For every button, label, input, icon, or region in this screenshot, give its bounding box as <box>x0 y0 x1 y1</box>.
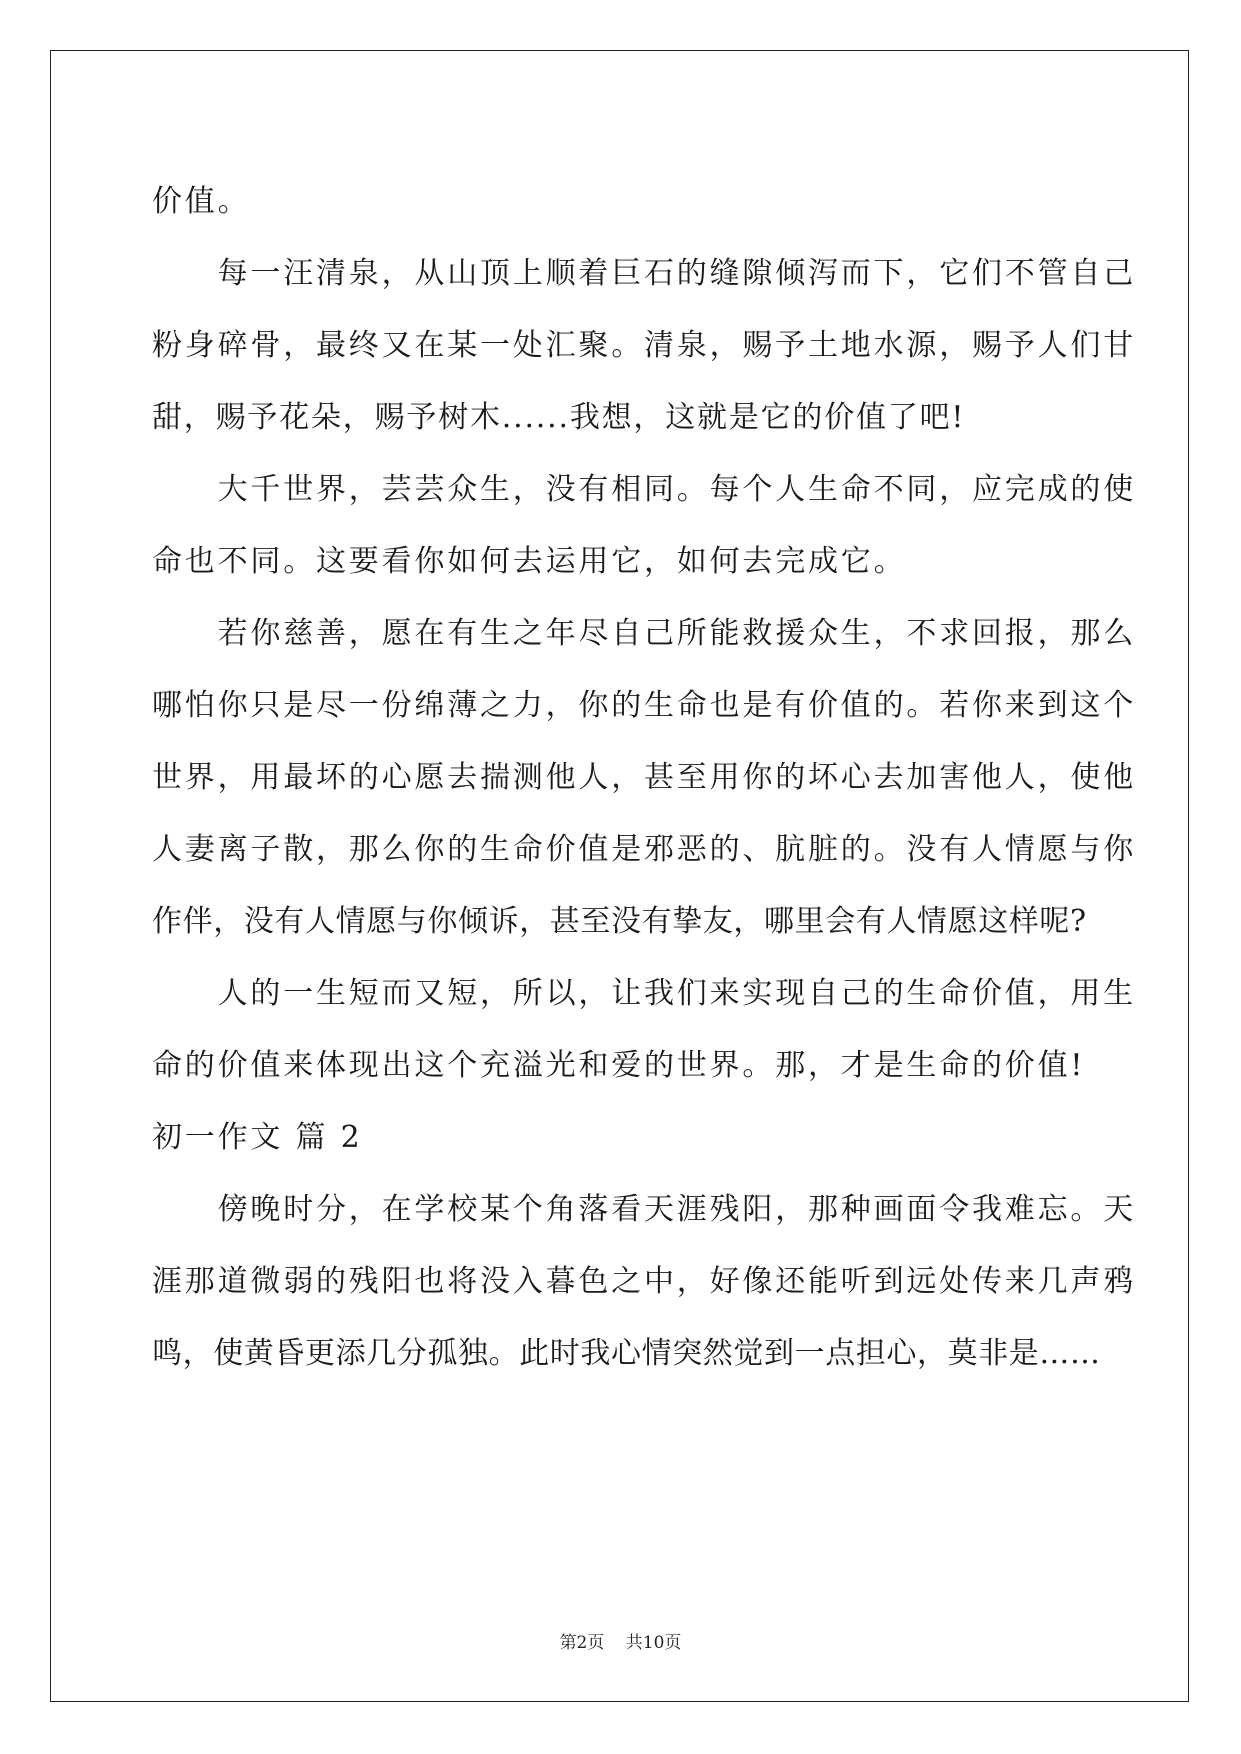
text-line: 人妻离子散，那么你的生命价值是邪恶的、肮脏的。没有人情愿与你 <box>152 832 1136 867</box>
text-line: 世界，用最坏的心愿去揣测他人，甚至用你的坏心去加害他人，使他 <box>152 760 1136 795</box>
text-line: 鸣，使黄昏更添几分孤独。此时我心情突然觉到一点担心，莫非是…… <box>152 1336 1101 1371</box>
text-line: 价值。 <box>152 184 251 219</box>
text-line: 甜，赐予花朵，赐予树木......我想，这就是它的价值了吧! <box>152 400 966 435</box>
page-number: 第2页 <box>559 1633 605 1653</box>
text-line: 若你慈善，愿在有生之年尽自己所能救援众生，不求回报，那么 <box>152 616 1136 651</box>
text-line: 傍晚时分，在学校某个角落看天涯残阳，那种画面令我难忘。天 <box>152 1192 1136 1227</box>
text-line: 人的一生短而又短，所以，让我们来实现自己的生命价值，用生 <box>152 976 1136 1011</box>
text-line: 粉身碎骨，最终又在某一处汇聚。清泉，赐予土地水源，赐予人们甘 <box>152 328 1136 363</box>
text-line: 命的价值来体现出这个充溢光和爱的世界。那，才是生命的价值! <box>152 1048 1086 1083</box>
section-heading: 初一作文 篇 2 <box>152 1120 363 1155</box>
text-line: 命也不同。这要看你如何去运用它，如何去完成它。 <box>152 544 907 579</box>
text-line: 每一汪清泉，从山顶上顺着巨石的缝隙倾泻而下，它们不管自己 <box>152 256 1136 291</box>
text-line: 哪怕你只是尽一份绵薄之力，你的生命也是有价值的。若你来到这个 <box>152 688 1136 723</box>
text-line: 作伴，没有人情愿与你倾诉，甚至没有挚友，哪里会有人情愿这样呢? <box>152 904 1087 939</box>
page-total: 共10页 <box>625 1633 682 1653</box>
text-line: 涯那道微弱的残阳也将没入暮色之中，好像还能听到远处传来几声鸦 <box>152 1264 1136 1299</box>
text-line: 大千世界，芸芸众生，没有相同。每个人生命不同，应完成的使 <box>152 472 1136 507</box>
page-footer <box>0 1628 1241 1658</box>
document-body <box>152 166 1136 1390</box>
